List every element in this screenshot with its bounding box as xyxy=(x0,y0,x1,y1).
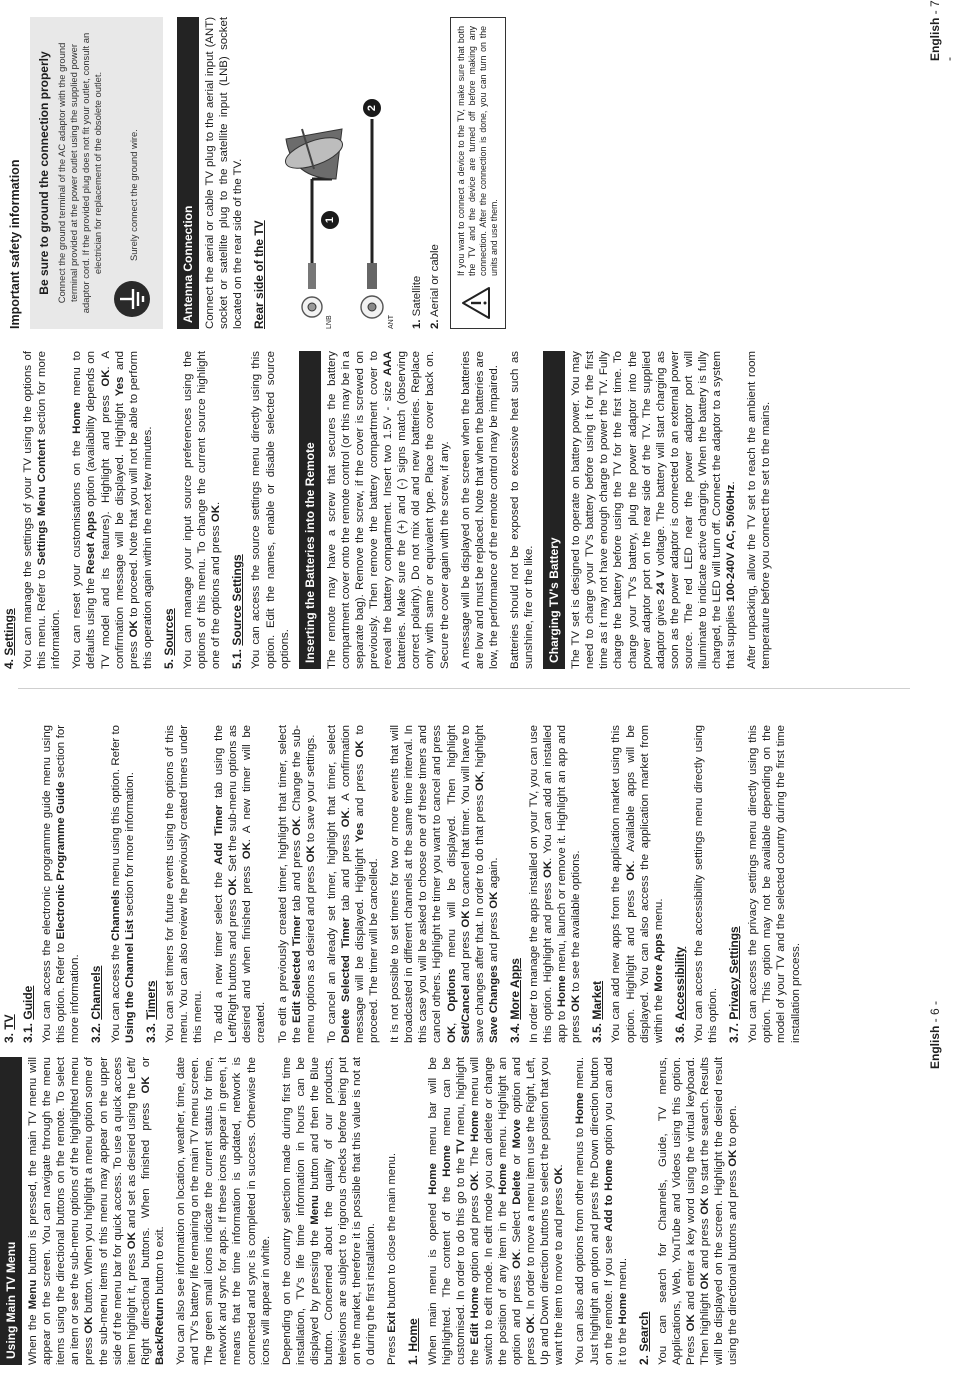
paragraph xyxy=(40,725,82,1043)
footer-page-number: - 7 - xyxy=(928,0,956,61)
text-run: You can manage the settings of your TV using the options of this menu. Refer to xyxy=(22,351,49,669)
text-run: section for more information. xyxy=(36,351,63,669)
list-item: 2. Aerial or cable xyxy=(428,244,441,329)
paragraph xyxy=(325,351,452,669)
text-run: . xyxy=(553,1164,566,1168)
text-run: . A confirmation message will be displayed. Highlight xyxy=(339,725,366,1043)
satellite-cable-icon xyxy=(308,179,332,289)
heading-tv: 3. TV xyxy=(2,1014,16,1043)
bold-term: Add Timer xyxy=(213,804,226,865)
ant-label: ANT xyxy=(387,315,395,329)
bold-term: OK xyxy=(99,369,112,387)
bold-term: OK xyxy=(227,878,240,896)
text-run: . Select xyxy=(511,1204,524,1252)
text-run: and set as desired using the Left/ Right directional buttons. When finished press xyxy=(125,1057,152,1365)
text-run: . A confirmation message will be displayed. Highlight xyxy=(99,351,126,669)
bold-term: OK xyxy=(459,910,472,928)
paragraph xyxy=(181,351,223,669)
paragraph: A message will be displayed on the screen when the batteries are low and must be replaced. Note that when the batteries are low, the performance of the remote control may be impaired. xyxy=(459,351,500,669)
section-bar-main-menu: Using Main TV Menu xyxy=(0,1057,22,1365)
bold-term: Home xyxy=(556,975,569,1008)
paragraph xyxy=(212,725,268,1043)
text-run: To add a new timer select the xyxy=(213,864,226,1043)
text-run: . Set the sub-menu options as desired and when finished press xyxy=(227,725,254,1043)
bold-term: OK xyxy=(339,810,352,828)
bold-term: Yes xyxy=(113,376,126,397)
heading-search: 2. Search xyxy=(636,1311,651,1365)
text-run: . xyxy=(725,481,738,485)
rear-side-label: Rear side of the TV xyxy=(252,220,267,329)
text-run: option you can add it to the xyxy=(602,1056,629,1365)
paragraph xyxy=(325,725,381,1043)
text-run: menu, highlight the xyxy=(454,1056,481,1365)
safety-box-text: Connect the ground terminal of the AC adaptor with the ground terminal provided at the power outlet using the supplied power adaptor cord. If the provided plug does not fit your outlet, consult an electrician for replacement of the obsolete outlet. xyxy=(56,32,104,314)
bold-term: AAA xyxy=(382,351,395,376)
ground-caption: Surely connect the ground wire. xyxy=(127,129,139,261)
text-run: You can access the electronic programme guide menu using this option. Refer to xyxy=(41,725,68,1043)
page-footer-left xyxy=(928,1001,942,1069)
section-bar-antenna: Antenna Connection xyxy=(177,17,199,329)
text-run: menu. xyxy=(616,1257,629,1293)
bold-term: Move xyxy=(511,1119,524,1149)
bold-term: Add to Home xyxy=(602,1159,615,1232)
heading-channels: 3.2. Channels xyxy=(89,965,104,1043)
bold-term: Reset Apps xyxy=(85,510,98,574)
bold-term: Options xyxy=(445,968,458,1012)
heading-source-settings: 5.1. Source Settings xyxy=(230,554,245,669)
bold-term: OK xyxy=(241,842,254,860)
bold-term: OK xyxy=(468,1173,481,1191)
text-run: button. When you highlight a menu option some of the sub-menu items of this menu may appear on the upper side of the menu bar for quick access. To use a quick access item highlight it, press xyxy=(83,1057,138,1365)
section-bar-batteries: Inserting the Batteries into the Remote xyxy=(299,351,321,669)
heading-accessibility: 3.6. Accessibility xyxy=(672,946,687,1043)
text-run: to open. xyxy=(727,1105,740,1150)
text-run: button and then the Blue button. Concerned about the quality of our products, televisions are subject to rigorous checks before being put on the market, therefore it is possible that this value is not at 0 during the first installation. xyxy=(308,1057,378,1365)
page-divider xyxy=(18,688,910,689)
lnb-label: LNB xyxy=(325,315,333,329)
text-run: or xyxy=(139,1056,152,1077)
paragraph: You can access the source settings menu directly using this option. Edit the names, enable or disable selected source options. xyxy=(250,351,291,669)
text-run: section for more information. xyxy=(55,724,82,1043)
lnb-socket-icon xyxy=(302,297,322,317)
paragraph xyxy=(109,725,137,1043)
bold-term: OK xyxy=(304,845,317,863)
bold-term: OK xyxy=(624,863,637,881)
ant-socket-icon xyxy=(361,296,383,318)
bold-term: Channels xyxy=(109,889,122,941)
section-bar-charging: Charging TV's Battery xyxy=(543,351,565,669)
paragraph xyxy=(70,351,155,669)
bold-term: Home xyxy=(616,1292,629,1325)
paragraph: You can also see information on location, weather, time, date and TV's battery life remaining on the main TV menu screen. The green small icons indicate the current status for time, network and sync for apps. If these icons appear in green, it means that the time information is updated, network is connected and sync is completed in success. Otherwise the icons will appear in white. xyxy=(175,1057,272,1365)
text-run: menu will switch to edit mode. In edit mode you can delete or change the position of any item in the xyxy=(468,1056,509,1365)
paragraph: Connect the aerial or cable TV plug to the aerial input (ANT) socket or satellite plug to the satellite input (LNB) socket located on the rear side of the TV. xyxy=(204,17,245,329)
paragraph xyxy=(385,1057,399,1365)
paragraph: You can set timers for future events using the options of this menu. You can also review the previously created timers under this menu. xyxy=(163,725,205,1043)
warning-text: If you want to connect a device to the TV, make sure that both the TV and the device are turned off before making any connection. After the connection is done, you can turn on the units and use them. xyxy=(455,26,499,276)
bold-term: OK xyxy=(699,1197,712,1215)
bold-term: 100-240V AC, 50/60Hz xyxy=(725,484,738,602)
warning-box xyxy=(450,17,506,329)
text-run: and press xyxy=(353,757,366,823)
text-run: to save your settings. xyxy=(304,734,317,846)
paragraph: Batteries should not be exposed to excessive heat such as sunshine, fire or the like. xyxy=(508,351,535,669)
text-run: menu to defaults using the xyxy=(71,351,98,669)
paragraph: You can access the accessibility settings menu directly using this option. xyxy=(692,725,720,1043)
text-run: and press xyxy=(699,1214,712,1273)
bold-term: OK xyxy=(139,1076,152,1094)
right-column-1 xyxy=(0,351,781,669)
text-run: tab and press xyxy=(339,827,352,918)
bold-term: Home xyxy=(71,402,84,434)
paragraph: You can access the privacy settings menu directly using this option. This option may not be available depending on the model of your TV and the selected country during the first time installation process. xyxy=(747,725,802,1043)
text-run: again. xyxy=(487,857,500,892)
heading-market: 3.5. Market xyxy=(590,980,605,1043)
safety-box-title: Be sure to ground the connection properly xyxy=(37,51,52,295)
paragraph xyxy=(573,1057,629,1365)
text-run: menu, launch or remove it. Highlight an app and press xyxy=(556,725,583,1043)
text-run: . You can add an installed app to xyxy=(542,725,569,1043)
bold-term: OK xyxy=(542,860,555,878)
bold-term: Home xyxy=(468,1110,481,1143)
text-run: tab using the Left/Right buttons and press xyxy=(213,725,240,1043)
bold-term: Menu xyxy=(308,1195,321,1225)
text-run: You can manage your input source preferences using the options of this menu. To change the current source highlight one of the options and press xyxy=(182,351,223,669)
text-run: option (availability depends on TV model and its features). Highlight and press xyxy=(85,351,112,669)
heading-more-apps: 3.4. More Apps xyxy=(507,958,522,1043)
bold-term: OK xyxy=(699,1272,712,1290)
bold-term: Home xyxy=(426,1163,439,1195)
bold-term: OK xyxy=(685,1314,698,1332)
text-run: , highlight xyxy=(473,725,486,775)
bold-term: OK xyxy=(127,620,140,638)
bold-term: OK xyxy=(511,1251,524,1269)
bold-term: OK xyxy=(570,994,583,1012)
text-run: When main menu is opened xyxy=(426,1194,439,1365)
text-run: to proceed. The timer will be cancelled. xyxy=(353,725,381,1043)
bold-term: OK xyxy=(473,774,486,792)
bold-term: OK xyxy=(353,740,366,758)
text-run: . Change the sub-menu options as desired and press xyxy=(290,725,317,1043)
text-run: menu using this option. Refer to xyxy=(109,724,122,890)
text-run: button to exit. xyxy=(153,1226,166,1298)
text-run: menu will be displayed. Then highlight xyxy=(445,725,458,969)
text-run: voltage. The battery will start charging as soon as the power adaptor is connected to an external power source. The red LED near the power adaptor port will illuminate to indicate active charging. When the battery is fully charged, the LED will turn off. Connect the adaptor to a system that supplies xyxy=(654,351,738,669)
paragraph xyxy=(388,725,501,1043)
text-run: Depending on the country selection made during first time installation, TV's life time information in hours can be displayed by pressing the xyxy=(280,1057,321,1365)
aerial-cable-icon xyxy=(367,119,377,289)
right-column-2 xyxy=(0,17,506,329)
paragraph xyxy=(569,351,738,669)
text-run: to see the available options. xyxy=(570,850,583,995)
ground-icon xyxy=(112,279,155,319)
text-run: The remote may have a screw that secures the battery compartment cover onto the remote control (or this may be in a separate bag). Remove the screw, if the cover is screwed on previously. Then remove the battery compartment cover to reveal the battery compartment. Insert two 1.5V - size xyxy=(325,351,395,669)
text-run: and press xyxy=(459,927,472,985)
warning-icon xyxy=(461,286,494,320)
text-run: , xyxy=(445,1011,458,1026)
text-run: and press xyxy=(487,908,500,966)
text-run: . Available apps will be displayed. You can also access the application market from within the xyxy=(624,724,665,1043)
bold-term: OK xyxy=(487,891,500,909)
bold-term: Menu xyxy=(27,1279,40,1310)
paragraph xyxy=(21,351,63,669)
paragraph: After unpacking, allow the TV set to reach the ambient room temperature before you connect the set to the mains. xyxy=(746,351,773,669)
heading-home: 1. Home xyxy=(406,1318,421,1365)
bold-term: OK xyxy=(727,1149,740,1167)
text-run: and press xyxy=(113,351,140,669)
paragraph xyxy=(276,725,318,1043)
text-run: You can access the xyxy=(109,940,122,1043)
text-run: option and press xyxy=(468,1190,481,1287)
bold-term: Delete Selected Timer xyxy=(339,917,352,1043)
bold-term: Yes xyxy=(353,822,366,843)
bold-term: Save Changes xyxy=(487,965,500,1043)
bold-term: Exit xyxy=(386,1311,399,1333)
text-run: button is pressed, the main TV menu will appear on the screen. You can navigate through the menu items using the directional buttons on the remote. To select an item or see the sub-menu options of the highlighted menu press xyxy=(27,1056,96,1365)
bold-term: Edit Selected Timer xyxy=(290,915,303,1023)
satellite-dish-icon xyxy=(281,129,346,179)
bold-term: OK xyxy=(290,818,303,836)
bold-term: Home xyxy=(497,1163,509,1195)
page-right xyxy=(0,0,956,679)
text-run: You can search for Channels, Guide, TV menus, Applications, Web, YouTube and Videos using this option. Press xyxy=(656,1057,698,1365)
heading-guide: 3.1. Guide xyxy=(21,985,36,1043)
paragraph xyxy=(26,1057,167,1365)
text-run: You can also add options from other menus to xyxy=(574,1124,587,1365)
text-run: menu bar will be highlighted. The content of the xyxy=(426,1056,453,1365)
text-run: It is not possible to set timers for two or more events that will broadcasted in different channels at the same time interval. In this case you will be asked to choose one of these timers and cancel others. Highlight the timer you want to cancel and press xyxy=(389,725,444,1043)
text-run: . The xyxy=(468,1142,481,1174)
bold-term: OK xyxy=(525,1316,538,1334)
text-run: section for more information. xyxy=(123,772,136,920)
text-run: and enter a key word using the virtual keyboard. Then highlight xyxy=(685,1056,712,1365)
bold-term: 24 V xyxy=(654,570,667,595)
bold-term: OK xyxy=(445,1025,458,1043)
paragraph xyxy=(656,1057,741,1365)
bold-term: TV xyxy=(454,1139,467,1154)
safety-box xyxy=(30,17,163,329)
text-run: menu. Highlight an option and press xyxy=(497,1057,524,1365)
bold-term: Using the Channel List xyxy=(123,919,136,1043)
paragraph xyxy=(527,725,583,1043)
text-run: The TV set is designed to operate on battery power. You may need to charge your TV's battery before using it for the first time as it may not have enough charge to power the TV. Fully charge the battery before using the TV for the first time. To charge your TV's battery, plug the power adaptor into the power adaptor port on the rear side of the TV. The supplied adaptor gives xyxy=(570,351,667,669)
ground-row xyxy=(112,27,155,319)
text-run: or xyxy=(511,1148,524,1171)
callout-2: 2 xyxy=(363,99,381,117)
heading-sources: 5. Sources xyxy=(161,608,176,669)
footer-page-number: - 6 - xyxy=(928,1000,942,1026)
callout-1: 1 xyxy=(321,211,339,229)
text-run: To cancel an already set timer, highlight that timer, select xyxy=(325,725,338,1043)
paragraph xyxy=(426,1057,567,1365)
antenna-diagram xyxy=(272,29,402,329)
text-run: to cancel that timer. You will have to save changes after that. In order to do that press xyxy=(459,724,486,1043)
text-run: to start the search. Results will be displayed on the screen. Highlight the desired result using the directional buttons and press xyxy=(699,1057,740,1365)
bold-term: Settings Menu Content xyxy=(36,439,49,566)
text-run: To edit a previously created timer, highlight that timer, select the xyxy=(276,725,303,1043)
bold-term: OK xyxy=(125,1232,138,1250)
bold-term: Home xyxy=(440,1145,453,1177)
text-run: option and press xyxy=(511,1056,538,1365)
left-column-1 xyxy=(0,1057,748,1365)
text-run: menu. xyxy=(652,898,665,934)
bold-term: More Apps xyxy=(652,933,665,992)
text-run: batteries. Make sure the (+) and (-) signs match (observing correct polarity). Do not mix old and new batteries. Replace only with same or equivalent type. Place the cover back on. Secure the cover again with the screw, if any. xyxy=(396,351,451,669)
text-run: You can add new apps from the application market using this option. Highlight and press xyxy=(610,725,637,1043)
bold-term: OK xyxy=(210,504,223,523)
text-run: tab and press xyxy=(290,835,303,916)
text-run: menu can be customised. In order to do this go to the xyxy=(440,1057,467,1365)
bold-term: Set/Cancel xyxy=(459,984,472,1043)
paragraph xyxy=(609,725,665,1043)
text-run: You can reset your customisations on the xyxy=(71,433,84,669)
connection-list xyxy=(408,17,444,329)
bold-term: Edit Home xyxy=(468,1286,481,1345)
bold-term: Home xyxy=(574,1092,587,1125)
bold-term: Delete xyxy=(511,1170,524,1205)
text-run: menu. Just highlight an option and press the Down direction button on the remote. If you see xyxy=(574,1057,615,1365)
safety-title: Important safety information xyxy=(8,159,22,329)
text-run: In order to manage the apps installed on your TV, you can use this option. Highlight and press xyxy=(528,725,555,1043)
left-column-2 xyxy=(0,725,810,1043)
heading-privacy-settings: 3.7. Privacy Settings xyxy=(727,926,742,1043)
bold-term: OK xyxy=(83,1316,96,1334)
text-run: to proceed. Note that you will not be able to perform this operation again within the next few minutes. xyxy=(127,351,154,669)
bold-term: OK xyxy=(553,1167,566,1185)
page-footer-right xyxy=(928,0,956,61)
heading-timers: 3.3. Timers xyxy=(143,980,158,1043)
text-run: Press xyxy=(386,1332,399,1365)
text-run: button to close the main menu. xyxy=(386,1152,399,1312)
footer-language: English xyxy=(928,1025,942,1069)
text-run: When the xyxy=(27,1309,40,1365)
text-run: . A new timer will be created. xyxy=(241,725,268,1043)
paragraph xyxy=(280,1057,379,1365)
heading-settings: 4. Settings xyxy=(2,608,16,669)
bold-term: Back/Return xyxy=(153,1297,166,1365)
text-run: . In order to move a menu item use the Right, Left, Up and Down direction buttons to select the position that you want the item to move to and press xyxy=(525,1057,566,1365)
text-run: . xyxy=(210,501,223,505)
footer-language: English xyxy=(928,17,942,61)
page-left xyxy=(0,709,950,1379)
list-item: 1. Satellite xyxy=(410,275,423,329)
bold-term: Electronic Programme Guide xyxy=(55,781,68,940)
